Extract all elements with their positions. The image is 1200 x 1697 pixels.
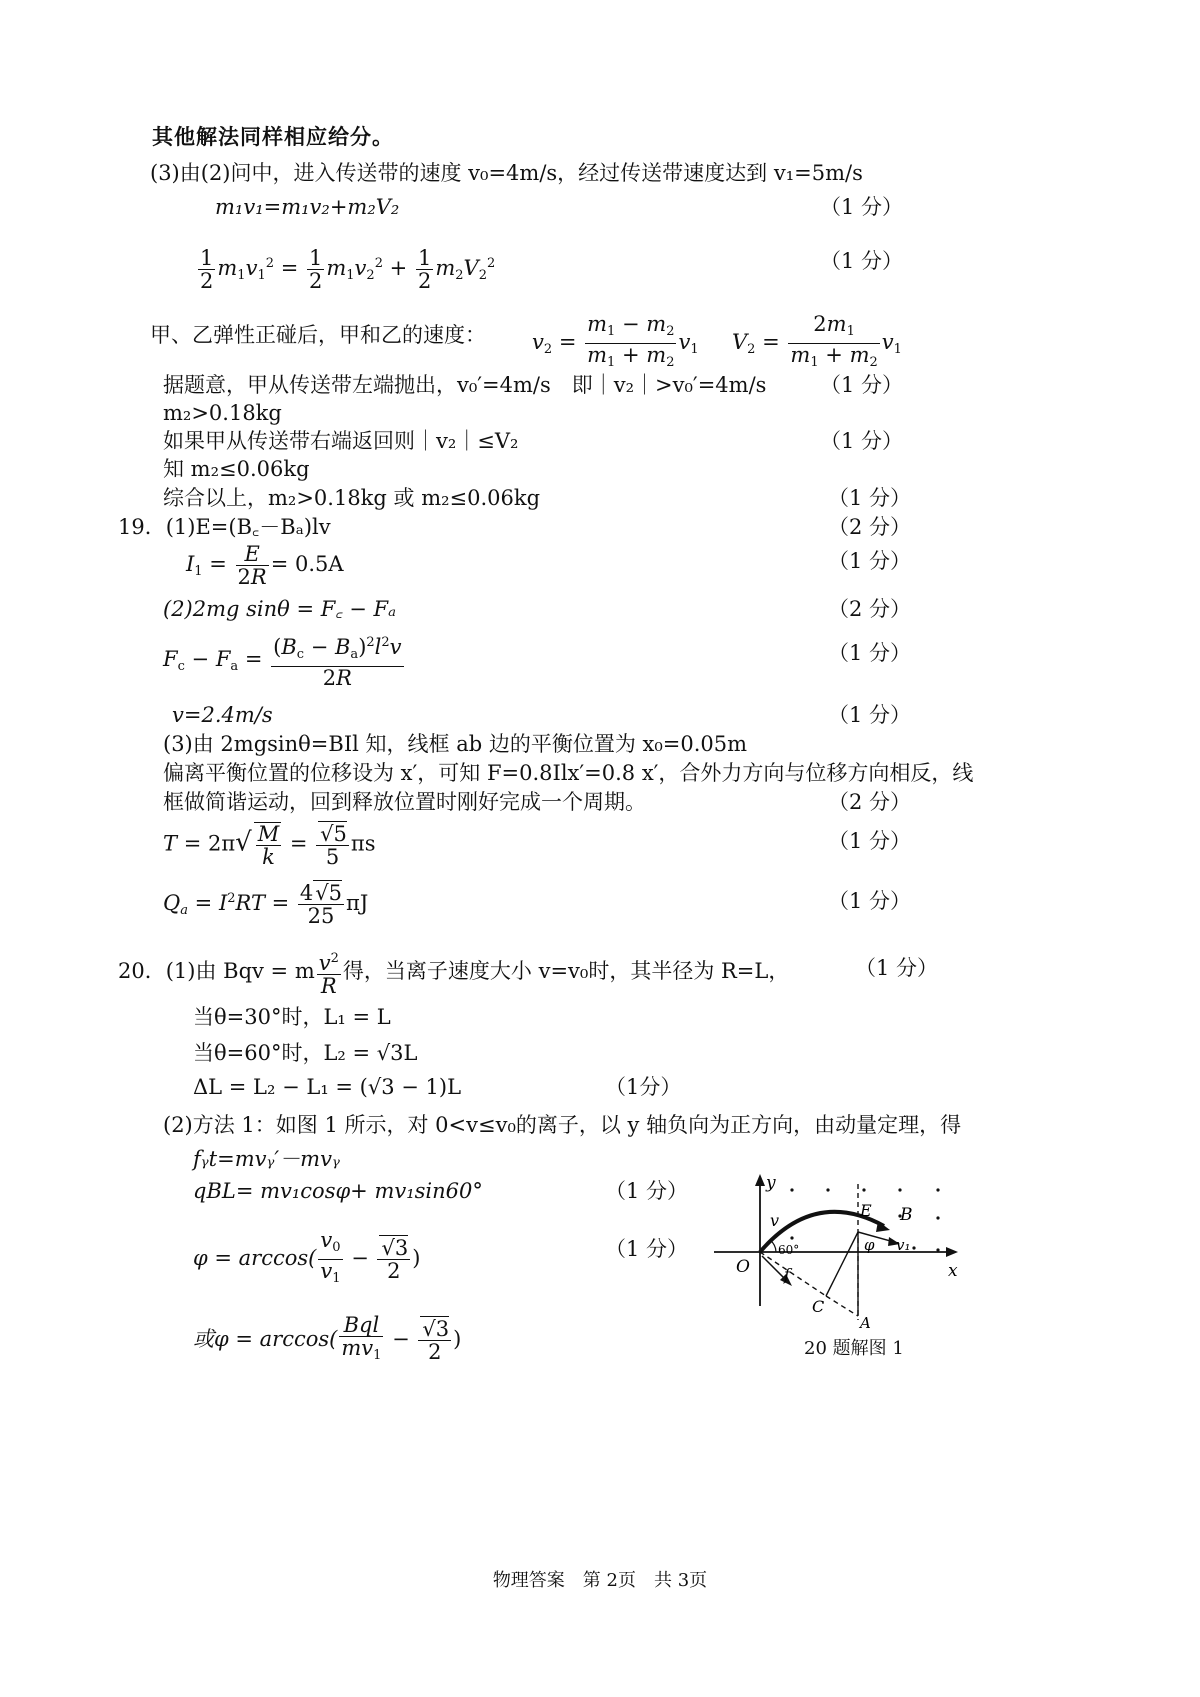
force-balance: (2)2mg sinθ = F꜀ − Fₐ xyxy=(163,597,396,621)
score: （1 分） xyxy=(828,641,912,665)
score: （1 分） xyxy=(605,1237,689,1261)
period-unit: πs xyxy=(350,831,376,856)
score: （2 分） xyxy=(828,515,912,539)
q20-line3: 当θ=60°时，L₂ = √3L xyxy=(193,1041,418,1065)
p18-line2: m₂>0.18kg xyxy=(163,401,282,425)
momentum-eq: qBL= mv₁cosφ+ mv₁sin60° xyxy=(193,1179,483,1203)
q19-line1: 19．(1)E=(B꜀－Bₐ)lv xyxy=(118,515,331,539)
radius-dashed-2 xyxy=(826,1296,858,1316)
score: （1 分） xyxy=(828,829,912,853)
lorentz-eq-head: 20．(1)由 Bqv = m xyxy=(118,959,315,983)
velocity-value: v=2.4m/s xyxy=(172,703,273,727)
v2-formula: $v_2$ = $\frac{m_1 - m_2}{m_1 + m_2}$ $v_1$ xyxy=(532,312,699,370)
q19-ampere-eq: $F_c - F_a$ = $\frac{(B_c - B_a)^2l^2v}{2R}$ xyxy=(163,632,406,689)
q19-line7: 偏离平衡位置的位移设为 x′，可知 F=0.8Ilx′=0.8 x′，合外力方向与位移方向相反，线 xyxy=(163,761,974,785)
y-axis-arrow-icon xyxy=(755,1174,765,1186)
score: （2 分） xyxy=(828,597,912,621)
q19-period-eq: T = 2π√ $\frac{M}{k}$ = $\frac{√5}{5}$ πs xyxy=(163,821,376,869)
figure-caption: 20 题解图 1 xyxy=(804,1338,904,1359)
q20-line1: 20．(1)由 Bqv = m $\frac{v^2}{R}$ 得，当离子速度大小 v=v₀时，其半径为 R=L， xyxy=(118,948,789,997)
trajectory-arrow-icon xyxy=(876,1221,890,1232)
q19-line6: (3)由 2mgsinθ=BIl 知，线框 ab 边的平衡位置为 x₀=0.05m xyxy=(163,732,748,756)
velocity-label: v xyxy=(770,1211,780,1230)
p18-momentum-eq xyxy=(215,194,399,220)
q20-line5: (2)方法 1：如图 1 所示，对 0<v≤v₀的离子，以 y 轴负向为正方向，由动量定理，得 xyxy=(163,1113,962,1137)
p18-line3: 如果甲从传送带右端返回则｜v₂｜≤V₂ xyxy=(163,429,519,453)
p18-energy-eq: $\frac{1}{2}$ $m_1v_1^2$ = $\frac{1}{2}$ $m_1v_2^2$ + $\frac{1}{2}$ $m_2V_2^2$ xyxy=(200,246,496,293)
p18-line5: 综合以上，m₂>0.18kg 或 m₂≤0.06kg xyxy=(163,486,541,510)
field-B-label: B xyxy=(900,1205,913,1225)
heat-unit: πJ xyxy=(346,891,369,915)
momentum-equation: m₁v₁=m₁v₂+m₂V₂ xyxy=(215,195,400,219)
p18-line4: 知 m₂≤0.06kg xyxy=(163,457,310,481)
q19-line8: 框做简谐运动，回到释放位置时刚好完成一个周期。 xyxy=(163,790,646,814)
q19-velocity xyxy=(172,702,273,728)
q20-line8: φ = arccos( $\frac{v_0}{v_1}$ − $\frac{√3}{2}$ ) xyxy=(193,1228,421,1286)
y-label: y xyxy=(766,1173,776,1193)
q20-line4: ΔL = L₂ − L₁ = (√3 − 1)L xyxy=(193,1075,462,1099)
score: （2 分） xyxy=(828,790,912,814)
score: （1 分） xyxy=(828,549,912,573)
q20-line6 xyxy=(193,1146,340,1172)
phi-alt-eq-head: 或φ = arccos( xyxy=(193,1327,338,1351)
q19-current-eq: $I_1$ = $\frac{E}{2R}$ = 0.5A xyxy=(186,542,344,589)
score: （1 分） xyxy=(828,889,912,913)
V2-formula: $V_2$ = $\frac{2m_1}{m_1 + m_2}$ $v_1$ xyxy=(732,312,902,370)
score: （1 分） xyxy=(855,956,939,980)
phi-label: φ xyxy=(864,1236,875,1254)
q20-line2: 当θ=30°时，L₁ = L xyxy=(193,1005,391,1029)
current-value: = 0.5A xyxy=(270,552,344,576)
q20-line9: 或φ = arccos( $\frac{\text{Bql}}{mv_1}$ − $\frac{√3}{2}$ ) xyxy=(193,1313,462,1364)
point-C-label: C xyxy=(812,1297,825,1316)
x-label: x xyxy=(948,1261,958,1281)
q20-line7 xyxy=(193,1178,483,1204)
point-E-label: E xyxy=(860,1201,872,1220)
score: （1 分） xyxy=(820,195,904,219)
score: （1 分） xyxy=(828,703,912,727)
page-footer: 物理答案 第 2页 共 3页 xyxy=(492,1570,708,1591)
force-label: f xyxy=(784,1265,790,1284)
q19-heat-eq: $Q_a = I^2RT$ = $\frac{4√5}{25}$ πJ xyxy=(163,881,369,928)
score: （1 分） xyxy=(828,486,912,510)
p18-collision-text: 甲、乙弹性正碰后，甲和乙的速度： xyxy=(150,323,486,347)
figure-20-diagram xyxy=(700,1168,980,1348)
angle-label: 60° xyxy=(778,1243,800,1257)
impulse-eq: fᵧt=mvᵧ′－mvᵧ xyxy=(193,1147,340,1171)
radius-dashed-1 xyxy=(760,1252,826,1296)
score: （1 分） xyxy=(820,249,904,273)
p18-line1: 据题意，甲从传送带左端抛出，v₀′=4m/s 即｜v₂｜>v₀′=4m/s xyxy=(163,373,767,397)
score: （1 分） xyxy=(820,429,904,453)
phi-eq-head: φ = arccos( xyxy=(193,1246,317,1270)
point-A-label: A xyxy=(860,1314,871,1332)
score: （1 分） xyxy=(820,373,904,397)
origin-label: O xyxy=(736,1257,750,1277)
score: （1 分） xyxy=(605,1179,689,1203)
radius-line xyxy=(826,1232,858,1296)
lorentz-eq-tail: 得，当离子速度大小 v=v₀时，其半径为 R=L， xyxy=(342,959,790,983)
score: （1分） xyxy=(605,1075,682,1099)
p18-intro: (3)由(2)问中，进入传送带的速度 v₀=4m/s，经过传送带速度达到 v₁=5m/s xyxy=(150,161,863,185)
v1-label: v₁ xyxy=(896,1236,911,1254)
x-axis-arrow-icon xyxy=(946,1247,958,1257)
q19-force-eq xyxy=(163,596,396,622)
grading-note: 其他解法同样相应给分。 xyxy=(152,124,394,149)
